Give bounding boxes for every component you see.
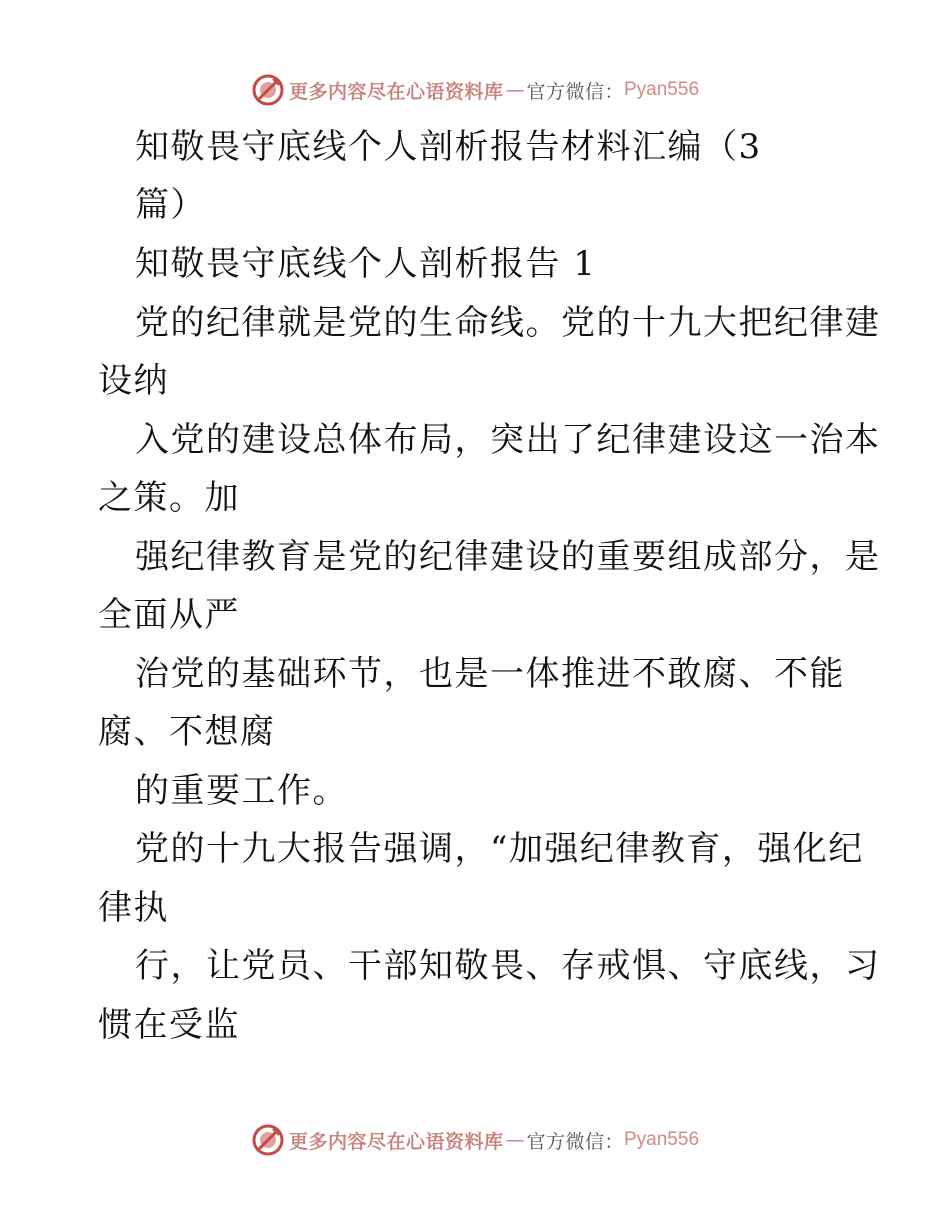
watermark-official-label: 官方微信： <box>526 80 624 103</box>
paragraph-line: 入党的建设总体布局，突出了纪律建设这一治本 <box>135 420 881 460</box>
watermark-dash: — <box>505 1129 525 1151</box>
paragraph-line: 行，让党员、干部知敬畏、存戒惧、守底线，习 <box>135 946 881 986</box>
watermark-main-text: 更多内容尽在心语资料库 <box>288 1130 504 1153</box>
watermark-wechat-id: Pyan556 <box>624 79 700 100</box>
paragraph-line: 的重要工作。 <box>135 771 348 811</box>
footer-watermark <box>0 1120 950 1160</box>
doc-title-line-2: 篇） <box>135 185 206 225</box>
paragraph-line: 全面从严 <box>98 595 240 635</box>
logo-icon <box>251 73 285 107</box>
paragraph-line: 之策。加 <box>98 478 240 518</box>
watermark-dash: — <box>505 79 525 101</box>
paragraph-line: 党的纪律就是党的生命线。党的十九大把纪律建 <box>135 303 881 343</box>
paragraph-line: 党的十九大报告强调，“加强纪律教育，强化纪 <box>135 829 864 869</box>
doc-subtitle: 知敬畏守底线个人剖析报告 1 <box>135 244 597 284</box>
paragraph-line: 设纳 <box>98 361 169 401</box>
paragraph-line: 惯在受监 <box>98 1005 240 1045</box>
paragraph-line: 腐、不想腐 <box>98 712 276 752</box>
header-watermark <box>0 70 950 110</box>
logo-icon <box>251 1123 285 1157</box>
watermark-wechat-id: Pyan556 <box>624 1129 700 1150</box>
watermark-main-text: 更多内容尽在心语资料库 <box>288 80 504 103</box>
paragraph-line: 律执 <box>98 888 169 928</box>
doc-title-line-1: 知敬畏守底线个人剖析报告材料汇编（3 <box>135 127 762 167</box>
paragraph-line: 强纪律教育是党的纪律建设的重要组成部分，是 <box>135 537 881 577</box>
watermark-official-label: 官方微信： <box>526 1130 624 1153</box>
paragraph-line: 治党的基础环节，也是一体推进不敢腐、不能 <box>135 654 845 694</box>
